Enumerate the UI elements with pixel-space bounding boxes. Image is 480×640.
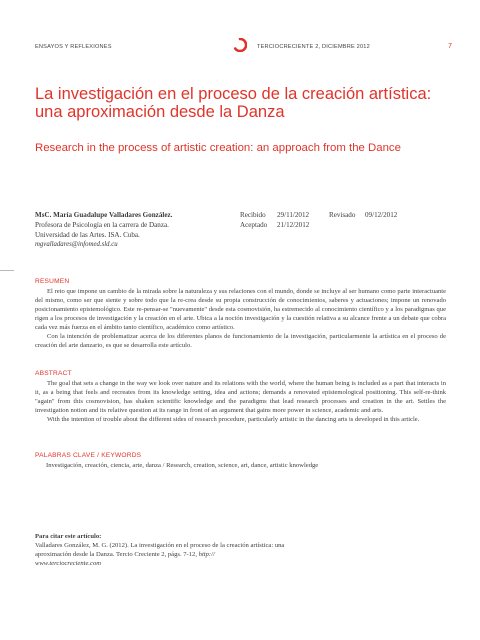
- revised-date: 09/12/2012: [365, 211, 398, 219]
- received-label: Recibido: [240, 211, 266, 219]
- abstract-body: [35, 379, 446, 424]
- citation-text: Valladares González, M. G. (2012). La investigación en el proceso de la creación artística: una aproximación desde la Danza. Tercio Creciente 2, págs. 7-12,: [35, 542, 285, 558]
- dates-block: [240, 210, 397, 230]
- keywords-text: Investigación, creación, ciencia, arte, danza / Research, creation, science, art, dance, artistic knowledge: [46, 462, 319, 469]
- resumen-paragraph-2: Con la intención de problematizar acerca de los diferentes planos de funcionamiento de la investigación, particularmente la artística en el proceso de creación del arte danzario, es que se desarrolla este artículo.: [35, 333, 446, 350]
- margin-rule: [0, 270, 14, 271]
- citation-block: [35, 532, 305, 568]
- received-date: 29/11/2012: [277, 211, 310, 219]
- abstract-paragraph-2: With the intention of trouble about the different sides of research procedure, particularly artistic in the dancing arts is developed in this article.: [47, 416, 420, 424]
- header-section: ENSAYOS Y REFLEXIONES: [35, 44, 112, 50]
- citation-url-part2[interactable]: www.terciocreciente.com: [35, 560, 102, 567]
- header-issue: TERCIOCRECIENTE 2, DICIEMBRE 2012: [257, 44, 370, 50]
- citation-heading: Para citar este artículo:: [35, 533, 102, 540]
- accepted-label: Aceptado: [240, 221, 268, 229]
- keywords-label: PALABRAS CLAVE / KEYWORDS: [35, 452, 142, 459]
- author-email: mgvalladares@infomed.sld.cu: [35, 241, 118, 248]
- abstract-paragraph-1: The goal that sets a change in the way we look over nature and its relations with the world, where the human being is included as a part that interacts in it, as a being that feels and recreates from its knowledge setting, idea and actions; demands a renovated epistemological positioning. This self-re-think "again" from this cosmovision, has shaken scientific knowledge and the paradigms that lead research processes and creation in the art. Settles the investigation notion and its relative question at its range in front of an argument that gains more power in science, academic and arts.: [35, 380, 446, 415]
- journal-logo-icon: [233, 38, 247, 52]
- accepted-date: 21/12/2012: [277, 221, 310, 229]
- revised-label: Revisado: [329, 211, 356, 219]
- page-number: 7: [448, 43, 452, 50]
- author-affiliation-1: Profesora de Psicología en la carrera de Danza.: [35, 221, 169, 229]
- title-english: Research in the process of artistic creation: an approach from the Dance: [35, 142, 401, 154]
- resumen-label: RESUMEN: [35, 278, 70, 285]
- author-affiliation-2: Universidad de las Artes. ISA. Cuba.: [35, 231, 140, 239]
- resumen-body: [35, 287, 446, 350]
- author-block: [35, 210, 235, 250]
- abstract-label: ABSTRACT: [35, 370, 72, 377]
- citation-url-part1[interactable]: http://: [198, 551, 215, 558]
- title-spanish: La investigación en el proceso de la creación artística: una aproximación desde la Danza: [35, 85, 432, 121]
- resumen-paragraph-1: El reto que impone un cambio de la mirada sobre la naturaleza y sus relaciones con el mundo, donde se incluye al ser humano como parte interactuante del mismo, como ser que siente y sobre todo que la re-crea desde su propia construcción de conocimientos, saberes y actuaciones; impone un renovado posicionamiento epistemológico. Este re-pensar-se "nuevamente" desde esta cosmovisión, ha estremecido al conocimiento científico y a los paradigmas que rigen a los procesos de investigación y la creación en el arte. Ubica a la noción investigación y la cuestión relativa a su alcance frente a un debate que cobra cada vez más fuerza en el ámbito tanto científico, académico como artístico.: [35, 288, 446, 332]
- author-name: MsC. María Guadalupe Valladares González.: [35, 211, 173, 219]
